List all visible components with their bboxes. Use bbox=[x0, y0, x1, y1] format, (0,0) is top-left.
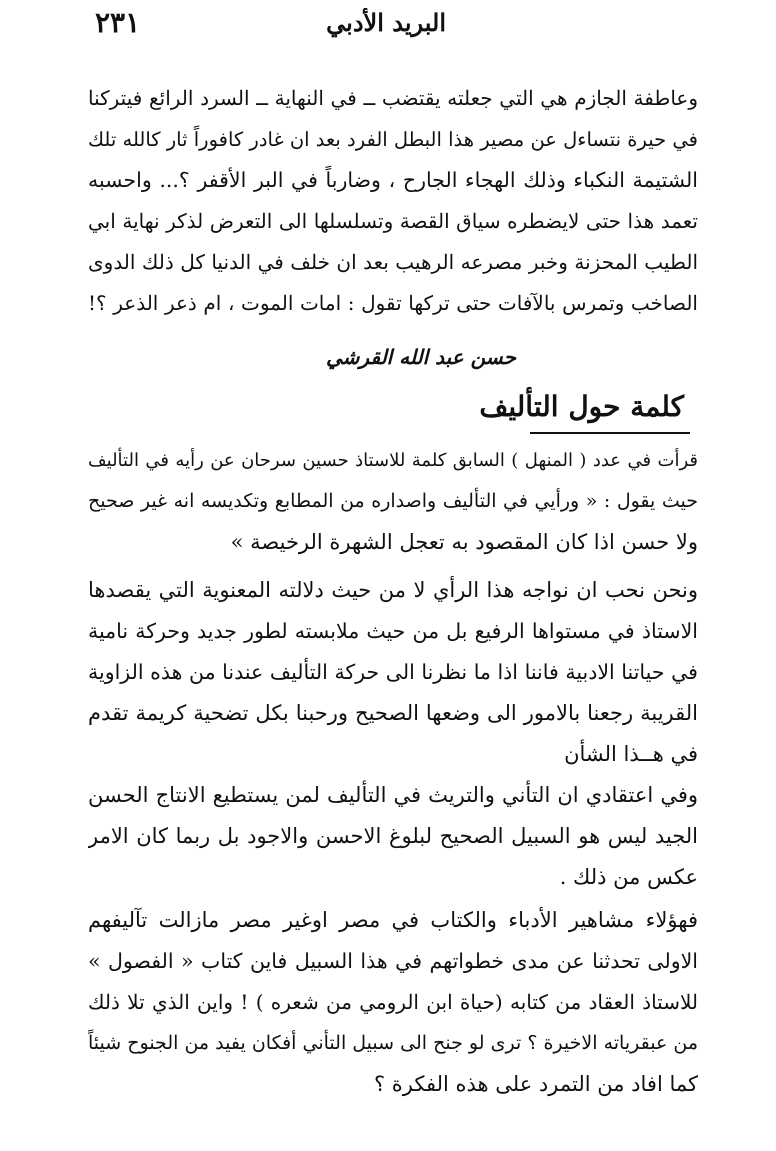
text-line: حيث يقول : « ورأيي في التأليف واصداره من المطابع وتكديسه انه غير صحيح bbox=[88, 490, 698, 512]
text-line: فهؤلاء مشاهير الأدباء والكتاب في مصر اوغير مصر مازالت تآليفهم bbox=[88, 908, 698, 932]
text-line: الشتيمة النكباء وذلك الهجاء الجارح ، وضارباً في البر الأقفر ؟... واحسبه bbox=[88, 168, 698, 192]
article1-body bbox=[88, 78, 698, 324]
text-line: عكس من ذلك . bbox=[559, 865, 698, 889]
page-header bbox=[95, 6, 696, 42]
text-line: في حياتنا الادبية فاننا اذا ما نظرنا الى حركة التأليف عندنا من هذه الزاوية bbox=[88, 660, 698, 684]
text-line: ونحن نحب ان نواجه هذا الرأي لا من حيث دلالته المعنوية التي يقصدها bbox=[88, 578, 698, 602]
text-line: قرأت في عدد ( المنهل ) السابق كلمة للاستاذ حسين سرحان عن رأيه في التأليف bbox=[88, 450, 698, 471]
text-line: في هــذا الشأن bbox=[564, 742, 698, 766]
text-line: الاستاذ في مستواها الرفيع بل من حيث ملابسته لطور جديد وحركة نامية bbox=[88, 619, 698, 643]
paragraph-1 bbox=[88, 440, 698, 563]
text-line: الصاخب وتمرس بالآفات حتى تركها تقول : امات الموت ، ام ذعر الذعر ؟! bbox=[88, 291, 698, 315]
author-signature: حسن عبد الله القرشي bbox=[325, 345, 516, 369]
text-line: الاولى تحدثنا عن مدى خطواتهم في هذا السبيل فاين كتاب « الفصول » bbox=[88, 949, 698, 973]
paragraph-3 bbox=[88, 775, 698, 898]
paragraph-4 bbox=[88, 900, 698, 1105]
text-line: الطيب المحزنة وخبر مصرعه الرهيب بعد ان خلف في الدنيا كل ذلك الدوى bbox=[88, 250, 698, 274]
article-heading: كلمة حول التأليف bbox=[479, 390, 684, 423]
text-line: للاستاذ العقاد من كتابه (حياة ابن الرومي من شعره ) ! واين الذي تلا ذلك bbox=[88, 990, 698, 1014]
text-line: في حيرة نتساءل عن مصير هذا البطل الفرد بعد ان غادر كافوراً ثار كالله تلك bbox=[88, 128, 698, 151]
text-line: من عبقرياته الاخيرة ؟ ترى لو جنح الى سبيل التأني أفكان يفيد من الجنوح شيئاً bbox=[88, 1032, 698, 1054]
text-line: وعاطفة الجازم هي التي جعلته يقتضب ــ في النهاية ــ السرد الرائع فيتركنا bbox=[88, 86, 698, 110]
page-number: ٢٣١ bbox=[95, 6, 141, 39]
running-title: البريد الأدبي bbox=[326, 8, 446, 37]
text-line: كما افاد من التمرد على هذه الفكرة ؟ bbox=[373, 1072, 698, 1096]
text-line: ولا حسن اذا كان المقصود به تعجل الشهرة الرخيصة » bbox=[230, 530, 698, 554]
text-line: القريبة رجعنا بالامور الى وضعها الصحيح ورحبنا بكل تضحية كريمة تقدم bbox=[88, 701, 698, 725]
heading-underline bbox=[530, 432, 690, 434]
text-line: تعمد هذا حتى لايضطره سياق القصة وتسلسلها الى التعرض لذكر نهاية ابي bbox=[88, 209, 698, 233]
paragraph-2 bbox=[88, 570, 698, 775]
text-line: وفي اعتقادي ان التأني والتريث في التأليف لمن يستطيع الانتاج الحسن bbox=[88, 783, 698, 807]
text-line: الجيد ليس هو السبيل الصحيح لبلوغ الاحسن والاجود بل ربما كان الامر bbox=[88, 824, 698, 848]
